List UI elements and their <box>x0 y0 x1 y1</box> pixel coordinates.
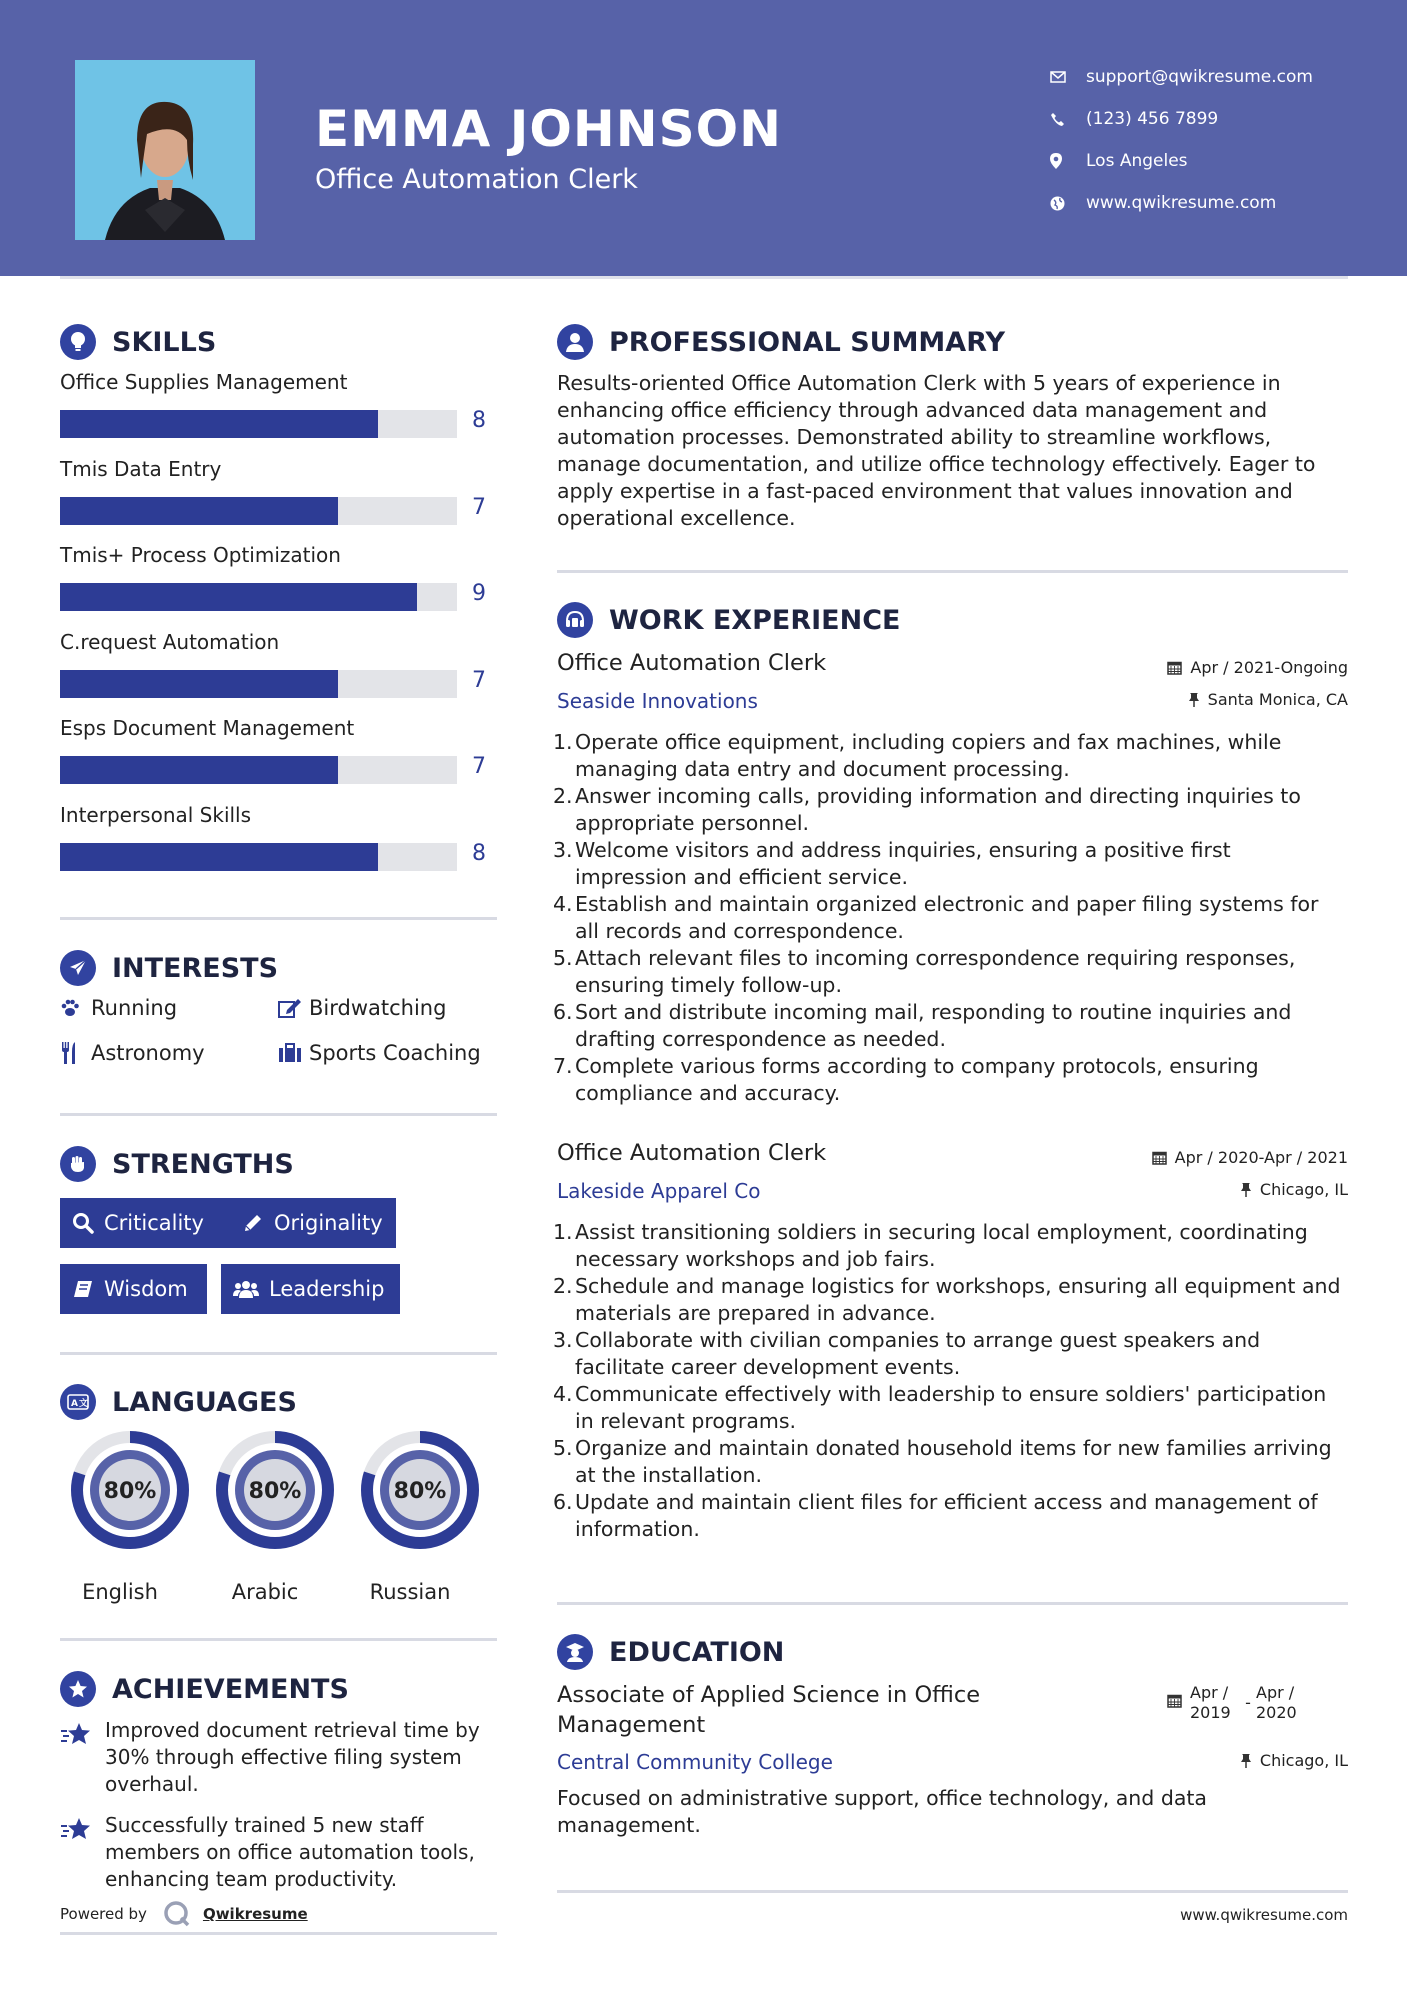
skill-name: Tmis Data Entry <box>60 456 222 481</box>
strength-label: Criticality <box>104 1211 204 1235</box>
job-company: Lakeside Apparel Co <box>557 1179 761 1203</box>
powered-by <box>60 1900 308 1928</box>
calendar-icon <box>1167 1683 1182 1723</box>
language-percent: 80% <box>248 1479 302 1504</box>
duty-text: Collaborate with civilian companies to arrange guest speakers and facilitate career development events. <box>575 1328 1261 1379</box>
education-degree: Associate of Applied Science in Office Management <box>557 1682 981 1738</box>
strength-chip <box>230 1198 396 1248</box>
skills-heading <box>60 324 216 360</box>
languages-title: LANGUAGES <box>112 1386 297 1418</box>
education-divider <box>557 1890 1348 1893</box>
lightbulb-icon <box>60 324 96 360</box>
skill-bar-fill <box>60 497 338 525</box>
job-location-text: Santa Monica, CA <box>1207 690 1348 709</box>
header-banner <box>0 0 1407 276</box>
achievements-title: ACHIEVEMENTS <box>112 1673 349 1705</box>
edit-icon <box>278 998 309 1018</box>
job-dates <box>1152 1148 1348 1167</box>
skill-value: 7 <box>472 494 486 520</box>
skill-name: Office Supplies Management <box>60 370 348 394</box>
skill-bar-fill <box>60 756 338 784</box>
job-dates <box>1167 658 1348 677</box>
skill-bar <box>60 756 457 784</box>
interest-label: Running <box>91 996 178 1020</box>
globe-icon <box>1050 196 1086 211</box>
job-duties <box>553 729 1345 1107</box>
duty-item: 5. Attach relevant files to incoming correspondence requiring responses, ensuring timely follow-up. <box>553 946 1296 997</box>
skill-item <box>60 456 490 520</box>
skill-bar <box>60 670 457 698</box>
job-title: Office Automation Clerk <box>557 1140 827 1166</box>
duty-text: Establish and maintain organized electronic and paper filing systems for all records and correspondence. <box>575 892 1319 943</box>
experience-divider <box>557 1602 1348 1605</box>
paper-plane-icon <box>60 950 96 986</box>
language-percent: 80% <box>103 1479 157 1504</box>
language-percent: 80% <box>393 1479 447 1504</box>
interests-heading <box>60 950 278 986</box>
skill-bar-fill <box>60 670 338 698</box>
strength-label: Wisdom <box>104 1277 188 1301</box>
education-end: Apr / 2020 <box>1256 1683 1297 1722</box>
briefcase-icon <box>278 1043 309 1063</box>
contact-list <box>1050 56 1313 224</box>
strength-chip <box>60 1198 230 1248</box>
duty-item: 4. Establish and maintain organized electronic and paper filing systems for all records and correspondence. <box>553 892 1319 943</box>
footer-url[interactable]: www.qwikresume.com <box>1180 1906 1348 1924</box>
language-item <box>60 1430 200 1604</box>
user-icon <box>557 324 593 360</box>
skill-item <box>60 543 490 606</box>
duty-item: 1. Operate office equipment, including copiers and fax machines, while managing data entry and document processing. <box>553 730 1282 781</box>
interests-divider <box>60 1113 497 1116</box>
summary-heading <box>557 324 1005 360</box>
map-pin-icon <box>1050 153 1086 169</box>
duty-text: Attach relevant files to incoming correspondence requiring responses, ensuring timely follow-up. <box>575 946 1296 997</box>
mail-icon <box>1050 71 1086 83</box>
duty-item: 6. Sort and distribute incoming mail, responding to routine inquiries and drafting correspondence as needed. <box>553 1000 1292 1051</box>
skill-name: Esps Document Management <box>60 716 355 740</box>
job-title: Office Automation Clerk <box>557 650 827 676</box>
education-heading <box>557 1634 784 1670</box>
calendar-icon <box>1167 660 1182 675</box>
contact-website[interactable] <box>1050 182 1313 224</box>
language-name: Arabic <box>231 1580 299 1604</box>
interests-title: INTERESTS <box>112 952 279 984</box>
job-company: Seaside Innovations <box>557 689 758 713</box>
duty-item: 3. Welcome visitors and address inquiries, ensuring a positive first impression and efficient service. <box>553 838 1231 889</box>
job-dates-text: Apr / 2021-Ongoing <box>1190 658 1348 677</box>
skill-bar <box>60 410 457 438</box>
achievement-item <box>60 1717 500 1798</box>
summary-title: PROFESSIONAL SUMMARY <box>609 326 1006 358</box>
language-name: Russian <box>369 1580 451 1604</box>
skill-bar <box>60 497 457 525</box>
skills-divider <box>60 917 497 920</box>
strengths-title: STRENGTHS <box>112 1148 294 1180</box>
skills-title: SKILLS <box>112 326 217 358</box>
interest-label: Birdwatching <box>309 996 447 1020</box>
candidate-name: EMMA JOHNSON <box>315 100 782 158</box>
star-badge-icon <box>60 1671 96 1707</box>
skill-bar-fill <box>60 410 378 438</box>
duty-item: 3. Collaborate with civilian companies to arrange guest speakers and facilitate career development events. <box>553 1328 1261 1379</box>
duty-item: 2. Answer incoming calls, providing information and directing inquiries to appropriate personnel. <box>553 784 1301 835</box>
pushpin-icon <box>1188 692 1200 707</box>
star-icon <box>60 1812 105 1893</box>
phone-icon <box>1050 112 1086 127</box>
duty-text: Answer incoming calls, providing information and directing inquiries to appropriate personnel. <box>575 784 1301 835</box>
education-location <box>1240 1751 1348 1770</box>
strength-label: Originality <box>274 1211 383 1235</box>
pencil-icon <box>242 1212 264 1234</box>
duty-item: 5. Organize and maintain donated household items for new families arriving at the installation. <box>553 1436 1332 1487</box>
skill-name: Tmis+ Process Optimization <box>60 543 341 567</box>
profile-photo <box>75 60 255 240</box>
education-start: Apr / 2019 <box>1190 1683 1231 1722</box>
duty-item: 1. Assist transitioning soldiers in securing local employment, coordinating necessary workshops and job fairs. <box>553 1220 1308 1271</box>
duty-text: Welcome visitors and address inquiries, ensuring a positive first impression and efficient service. <box>575 838 1231 889</box>
achievement-item <box>60 1812 500 1893</box>
skill-value: 9 <box>472 581 486 606</box>
contact-email-text: support@qwikresume.com <box>1086 67 1313 87</box>
language-name: English <box>82 1580 158 1604</box>
skill-name: C.request Automation <box>60 629 280 654</box>
svg-text:文: 文 <box>79 1399 89 1409</box>
skill-item <box>60 716 490 779</box>
duty-text: Update and maintain client files for efficient access and management of information. <box>575 1490 1318 1541</box>
duty-text: Sort and distribute incoming mail, responding to routine inquiries and drafting correspondence as needed. <box>575 1000 1292 1051</box>
summary-text: Results-oriented Office Automation Clerk with 5 years of experience in enhancing office efficiency through advanced data management and automation processes. Demonstrated ability to streamline workflows, manage documentation, and utilize office technology effectively. Eager to apply expertise in a fast-paced environment that values innovation and operational excellence. <box>557 371 1316 530</box>
duty-text: Communicate effectively with leadership to ensure soldiers' participation in relevant programs. <box>575 1382 1327 1433</box>
duty-item: 2. Schedule and manage logistics for workshops, ensuring all equipment and materials are prepared in advance. <box>553 1274 1341 1325</box>
skill-bar <box>60 583 457 611</box>
contact-location <box>1050 140 1313 182</box>
qwikresume-logo-icon <box>163 1900 191 1928</box>
summary-divider <box>557 570 1348 573</box>
contact-phone-text: (123) 456 7899 <box>1086 109 1219 129</box>
duty-text: Complete various forms according to company protocols, ensuring compliance and accuracy. <box>575 1054 1259 1105</box>
book-icon <box>72 1279 94 1299</box>
left-footer-divider <box>60 1932 497 1935</box>
skill-value: 7 <box>472 667 486 693</box>
language-item <box>350 1430 490 1604</box>
interest-item <box>278 996 446 1020</box>
duty-item: 4. Communicate effectively with leadership to ensure soldiers' participation in relevant programs. <box>553 1382 1327 1433</box>
interest-label: Astronomy <box>91 1041 205 1065</box>
skill-bar-fill <box>60 583 417 611</box>
duty-text: Organize and maintain donated household items for new families arriving at the installation. <box>575 1436 1332 1487</box>
pushpin-icon <box>1240 1182 1252 1197</box>
paw-icon <box>60 998 91 1018</box>
education-dates <box>1167 1683 1306 1723</box>
strength-label: Leadership <box>269 1277 385 1301</box>
language-ring <box>70 1430 190 1550</box>
strengths-divider <box>60 1352 497 1355</box>
language-ring <box>360 1430 480 1550</box>
experience-title: WORK EXPERIENCE <box>609 604 901 636</box>
duty-text: Schedule and manage logistics for workshops, ensuring all equipment and materials are prepared in advance. <box>575 1274 1341 1325</box>
headset-icon <box>557 602 593 638</box>
graduate-icon <box>557 1634 593 1670</box>
job-duties <box>553 1219 1345 1543</box>
skill-item <box>60 629 490 693</box>
education-school: Central Community College <box>557 1750 833 1774</box>
job-dates-text: Apr / 2020-Apr / 2021 <box>1174 1148 1348 1167</box>
strength-chip <box>221 1264 400 1314</box>
interest-item <box>278 1041 481 1065</box>
contact-phone[interactable] <box>1050 98 1313 140</box>
contact-website-text: www.qwikresume.com <box>1086 193 1277 213</box>
language-icon <box>60 1384 96 1420</box>
experience-heading <box>557 602 900 638</box>
interest-item <box>60 996 177 1020</box>
contact-location-text: Los Angeles <box>1086 151 1188 171</box>
strengths-heading <box>60 1146 294 1182</box>
duty-item: 6. Update and maintain client files for efficient access and management of information. <box>553 1490 1318 1541</box>
education-location-text: Chicago, IL <box>1259 1751 1348 1770</box>
search-icon <box>72 1212 94 1234</box>
languages-divider <box>60 1638 497 1641</box>
skill-value: 8 <box>472 408 486 433</box>
job-location <box>1188 690 1348 709</box>
education-title: EDUCATION <box>609 1636 785 1668</box>
job-location <box>1240 1180 1348 1199</box>
contact-email[interactable] <box>1050 56 1313 98</box>
users-icon <box>233 1279 259 1299</box>
svg-text:A: A <box>71 1399 78 1409</box>
language-ring <box>215 1430 335 1550</box>
interest-label: Sports Coaching <box>309 1041 481 1065</box>
star-icon <box>60 1717 105 1798</box>
duty-item: 7. Complete various forms according to company protocols, ensuring compliance and accuracy. <box>553 1054 1259 1105</box>
achievement-text: Successfully trained 5 new staff members on office automation tools, enhancing team productivity. <box>105 1813 475 1891</box>
achievements-heading <box>60 1671 349 1707</box>
fist-icon <box>60 1146 96 1182</box>
duty-text: Operate office equipment, including copiers and fax machines, while managing data entry and document processing. <box>575 730 1282 781</box>
education-description: Focused on administrative support, office technology, and data management. <box>557 1786 1207 1837</box>
powered-label: Powered by <box>60 1905 147 1923</box>
skill-item <box>60 370 490 433</box>
skill-bar-fill <box>60 843 378 871</box>
qwikresume-link[interactable]: Qwikresume <box>202 1905 308 1923</box>
interest-item <box>60 1041 205 1065</box>
skill-value: 7 <box>472 754 486 779</box>
pushpin-icon <box>1240 1753 1252 1768</box>
language-item <box>205 1430 345 1604</box>
calendar-icon <box>1152 1150 1167 1165</box>
cutlery-icon <box>60 1042 91 1064</box>
skill-value: 8 <box>472 840 486 866</box>
skill-name: Interpersonal Skills <box>60 802 252 827</box>
achievement-text: Improved document retrieval time by 30% through effective filing system overhaul. <box>105 1718 480 1796</box>
candidate-role: Office Automation Clerk <box>315 164 638 195</box>
languages-heading <box>60 1384 297 1420</box>
skill-item <box>60 802 490 866</box>
skill-bar <box>60 843 457 871</box>
duty-text: Assist transitioning soldiers in securing local employment, coordinating necessary workshops and job fairs. <box>575 1220 1308 1271</box>
date-separator: - <box>1245 1693 1251 1712</box>
strength-chip <box>60 1264 207 1314</box>
header-divider <box>60 276 1348 279</box>
job-location-text: Chicago, IL <box>1259 1180 1348 1199</box>
